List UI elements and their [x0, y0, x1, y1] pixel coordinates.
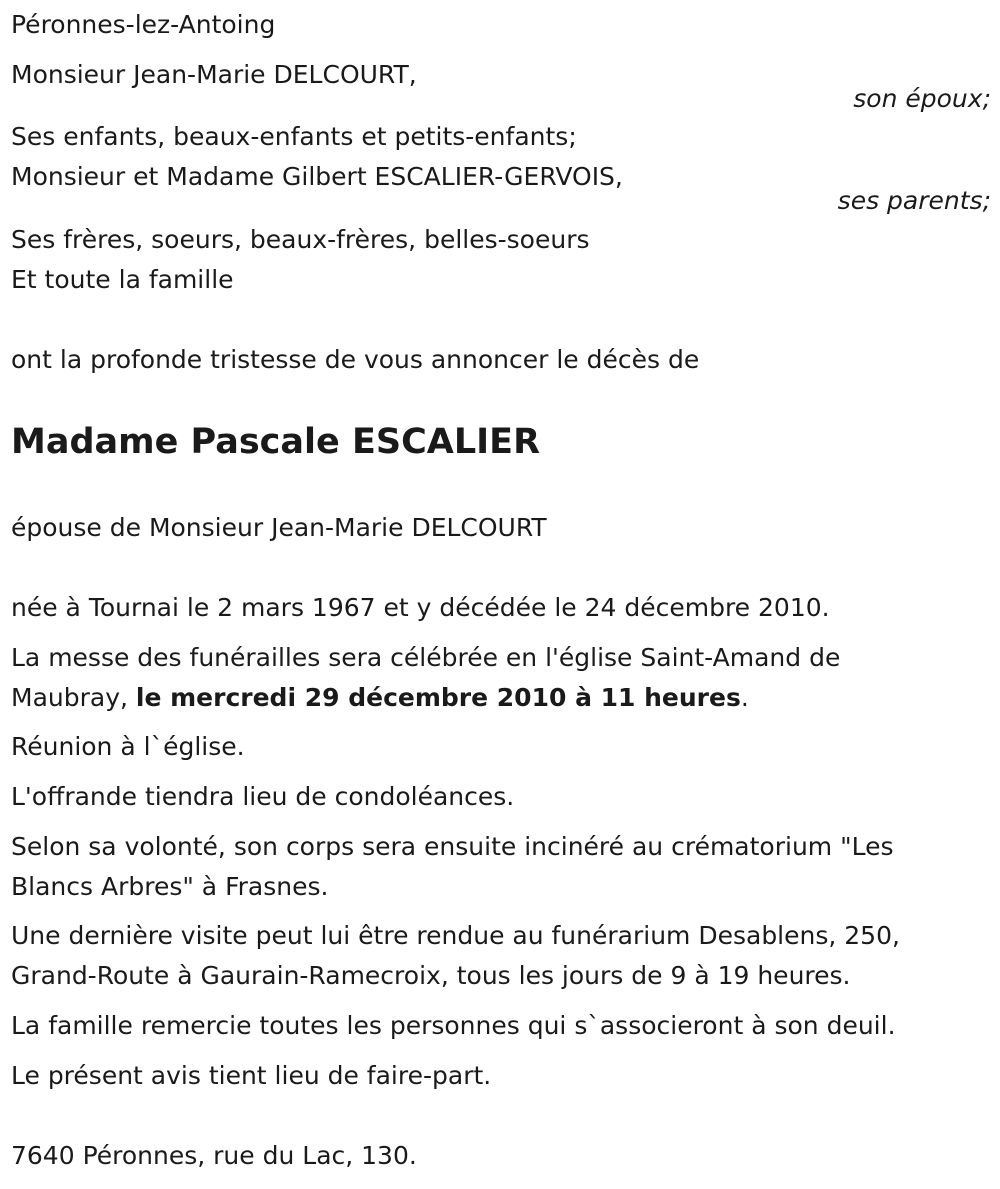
- mass-line-2: [11, 683, 749, 713]
- cremation-line-2: Blancs Arbres" à Frasnes.: [11, 872, 329, 901]
- spouse-role: son époux;: [853, 84, 991, 113]
- thanks-line: La famille remercie toutes les personnes qui s`associeront à son deuil.: [11, 1011, 896, 1040]
- deceased-name: Madame Pascale ESCALIER: [11, 422, 541, 462]
- announcement-line: ont la profonde tristesse de vous annoncer le décès de: [11, 345, 700, 374]
- address-line: 7640 Péronnes, rue du Lac, 130.: [11, 1141, 417, 1170]
- spouse-line: Monsieur Jean-Marie DELCOURT,: [11, 60, 417, 89]
- offering-line: L'offrande tiendra lieu de condoléances.: [11, 782, 515, 811]
- mass-place-text: Maubray,: [11, 683, 136, 712]
- parents-line: Monsieur et Madame Gilbert ESCALIER-GERVOIS,: [11, 162, 623, 191]
- cremation-line-1: Selon sa volonté, son corps sera ensuite incinéré au crématorium "Les: [11, 832, 894, 861]
- spouse-relation-line: épouse de Monsieur Jean-Marie DELCOURT: [11, 513, 547, 542]
- visit-line-2: Grand-Route à Gaurain-Ramecroix, tous les jours de 9 à 19 heures.: [11, 961, 851, 990]
- mass-date: le mercredi 29 décembre 2010 à 11 heures: [135, 683, 741, 712]
- family-line: Et toute la famille: [11, 265, 234, 294]
- children-line: Ses enfants, beaux-enfants et petits-enfants;: [11, 122, 577, 151]
- visit-line-1: Une dernière visite peut lui être rendue au funérarium Desablens, 250,: [11, 921, 900, 950]
- parents-role: ses parents;: [837, 186, 991, 215]
- siblings-line: Ses frères, soeurs, beaux-frères, belles-soeurs: [11, 225, 590, 254]
- location-heading: Péronnes-lez-Antoing: [11, 10, 276, 39]
- mass-line-1: La messe des funérailles sera célébrée en l'église Saint-Amand de: [11, 643, 841, 672]
- notice-line: Le présent avis tient lieu de faire-part.: [11, 1061, 492, 1090]
- birth-death-line: née à Tournai le 2 mars 1967 et y décédée le 24 décembre 2010.: [11, 593, 830, 622]
- mass-line-end: .: [740, 683, 749, 712]
- meeting-line: Réunion à l`église.: [11, 732, 245, 761]
